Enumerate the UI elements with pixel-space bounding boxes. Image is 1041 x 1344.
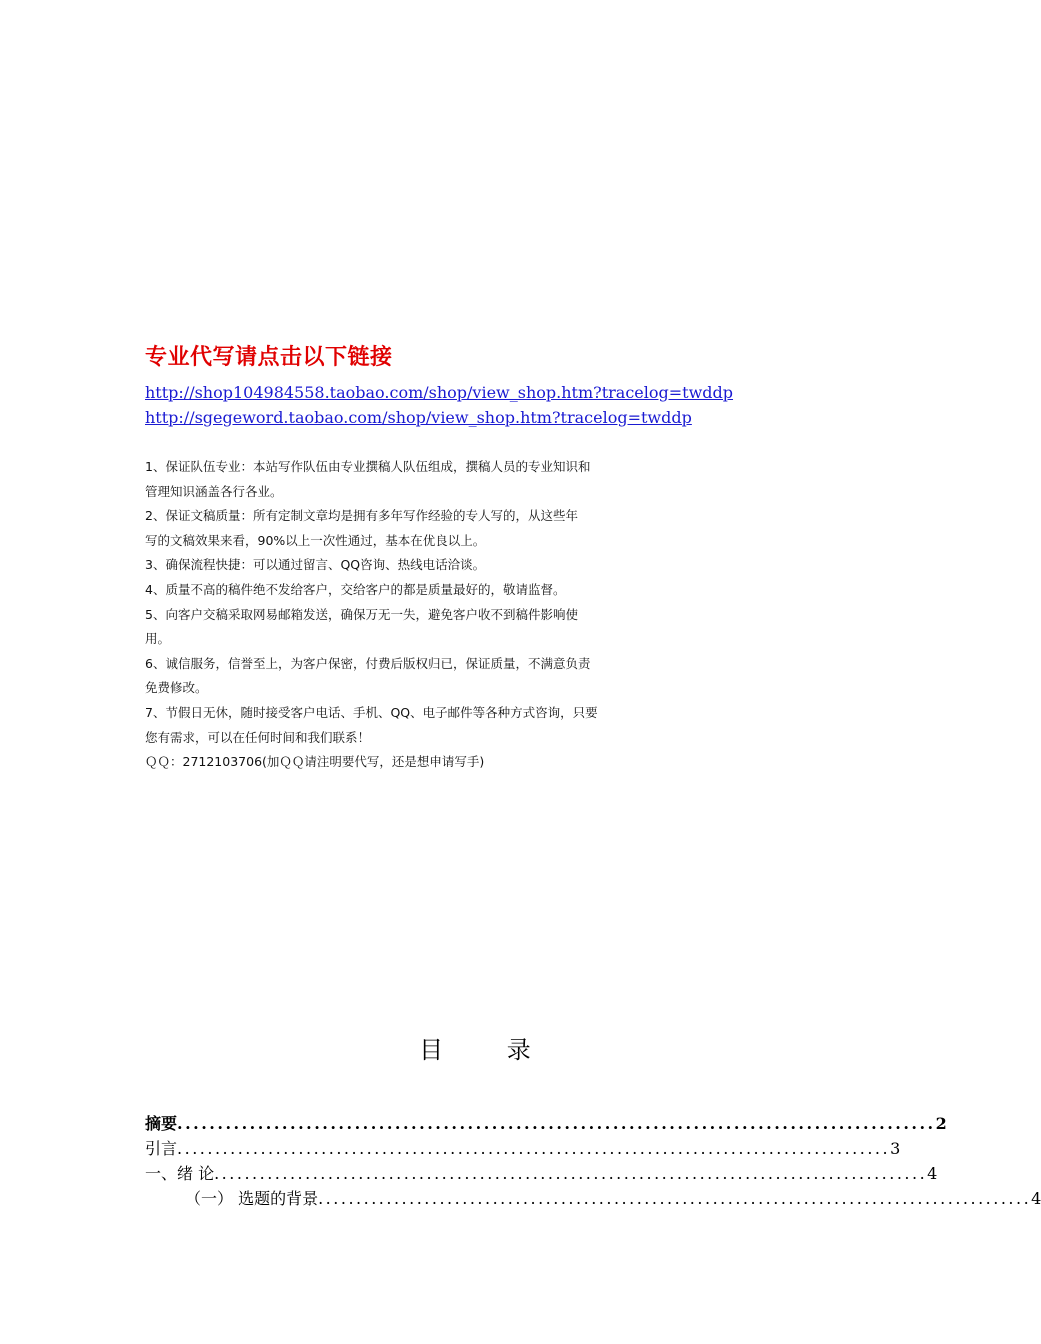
toc-entry-title: 引言 bbox=[145, 1139, 178, 1158]
service-points bbox=[145, 455, 675, 775]
toc-entry-page: 4 bbox=[927, 1164, 938, 1183]
point-line: 3、确保流程快捷：可以通过留言、QQ咨询、热线电话洽谈。 bbox=[145, 557, 486, 573]
point-line: 管理知识涵盖各行各业。 bbox=[145, 483, 283, 499]
point-line: 6、诚信服务，信誉至上，为客户保密，付费后版权归已，保证质量，不满意负责 bbox=[145, 655, 591, 671]
point-line: 7、节假日无休，随时接受客户电话、手机、QQ、电子邮件等各种方式咨询，只要 bbox=[145, 704, 598, 720]
toc-entry-page: 2 bbox=[935, 1114, 947, 1133]
toc-entry-title: 一、绪 论 bbox=[145, 1164, 215, 1183]
point-line: 2、保证文稿质量：所有定制文章均是拥有多年写作经验的专人写的，从这些年 bbox=[145, 508, 578, 524]
point-line: 您有需求，可以在任何时间和我们联系！ bbox=[145, 729, 371, 745]
ad-heading: 专业代写请点击以下链接 bbox=[145, 345, 393, 370]
toc-entry-title: 摘要 bbox=[145, 1114, 178, 1133]
toc-entry-page: 3 bbox=[890, 1139, 901, 1158]
toc-entry-abstract[interactable] bbox=[145, 1111, 947, 1136]
toc-entry-introduction[interactable] bbox=[145, 1136, 901, 1161]
table-of-contents bbox=[145, 1111, 1041, 1211]
point-line: 写的文稿效果来看，90%以上一次性通过，基本在优良以上。 bbox=[145, 532, 486, 548]
point-line: 免费修改。 bbox=[145, 680, 208, 696]
shop-link-2[interactable]: http://sgegeword.taobao.com/shop/view_shop.htm?tracelog=twddp bbox=[145, 408, 692, 427]
point-line: 5、向客户交稿采取网易邮箱发送，确保万无一失，避免客户收不到稿件影响使 bbox=[145, 606, 578, 622]
point-line: 4、质量不高的稿件绝不发给客户，交给客户的都是质量最好的，敬请监督。 bbox=[145, 581, 566, 597]
point-line: 1、保证队伍专业：本站写作队伍由专业撰稿人队伍组成，撰稿人员的专业知识和 bbox=[145, 459, 591, 474]
point-line: 用。 bbox=[145, 631, 171, 647]
toc-leader-dots: .............................................................................................. bbox=[214, 1164, 928, 1183]
toc-entry-page: 4 bbox=[1031, 1189, 1041, 1208]
toc-entry-chapter-1[interactable] bbox=[145, 1161, 938, 1186]
toc-entry-section-1-1[interactable] bbox=[145, 1186, 1041, 1211]
toc-entry-title: （一） 选题的背景 bbox=[185, 1189, 319, 1208]
toc-leader-dots: .............................................................................................. bbox=[177, 1139, 891, 1158]
qq-contact-line: ＱＱ：2712103706(加ＱＱ请注明要代写，还是想申请写手) bbox=[145, 754, 485, 770]
toc-leader-dots: .............................................................................................. bbox=[177, 1114, 936, 1133]
toc-leader-dots: .............................................................................................. bbox=[318, 1189, 1032, 1208]
toc-title: 目 录 bbox=[419, 1036, 559, 1064]
shop-link-1[interactable]: http://shop104984558.taobao.com/shop/view_shop.htm?tracelog=twddp bbox=[145, 383, 734, 402]
